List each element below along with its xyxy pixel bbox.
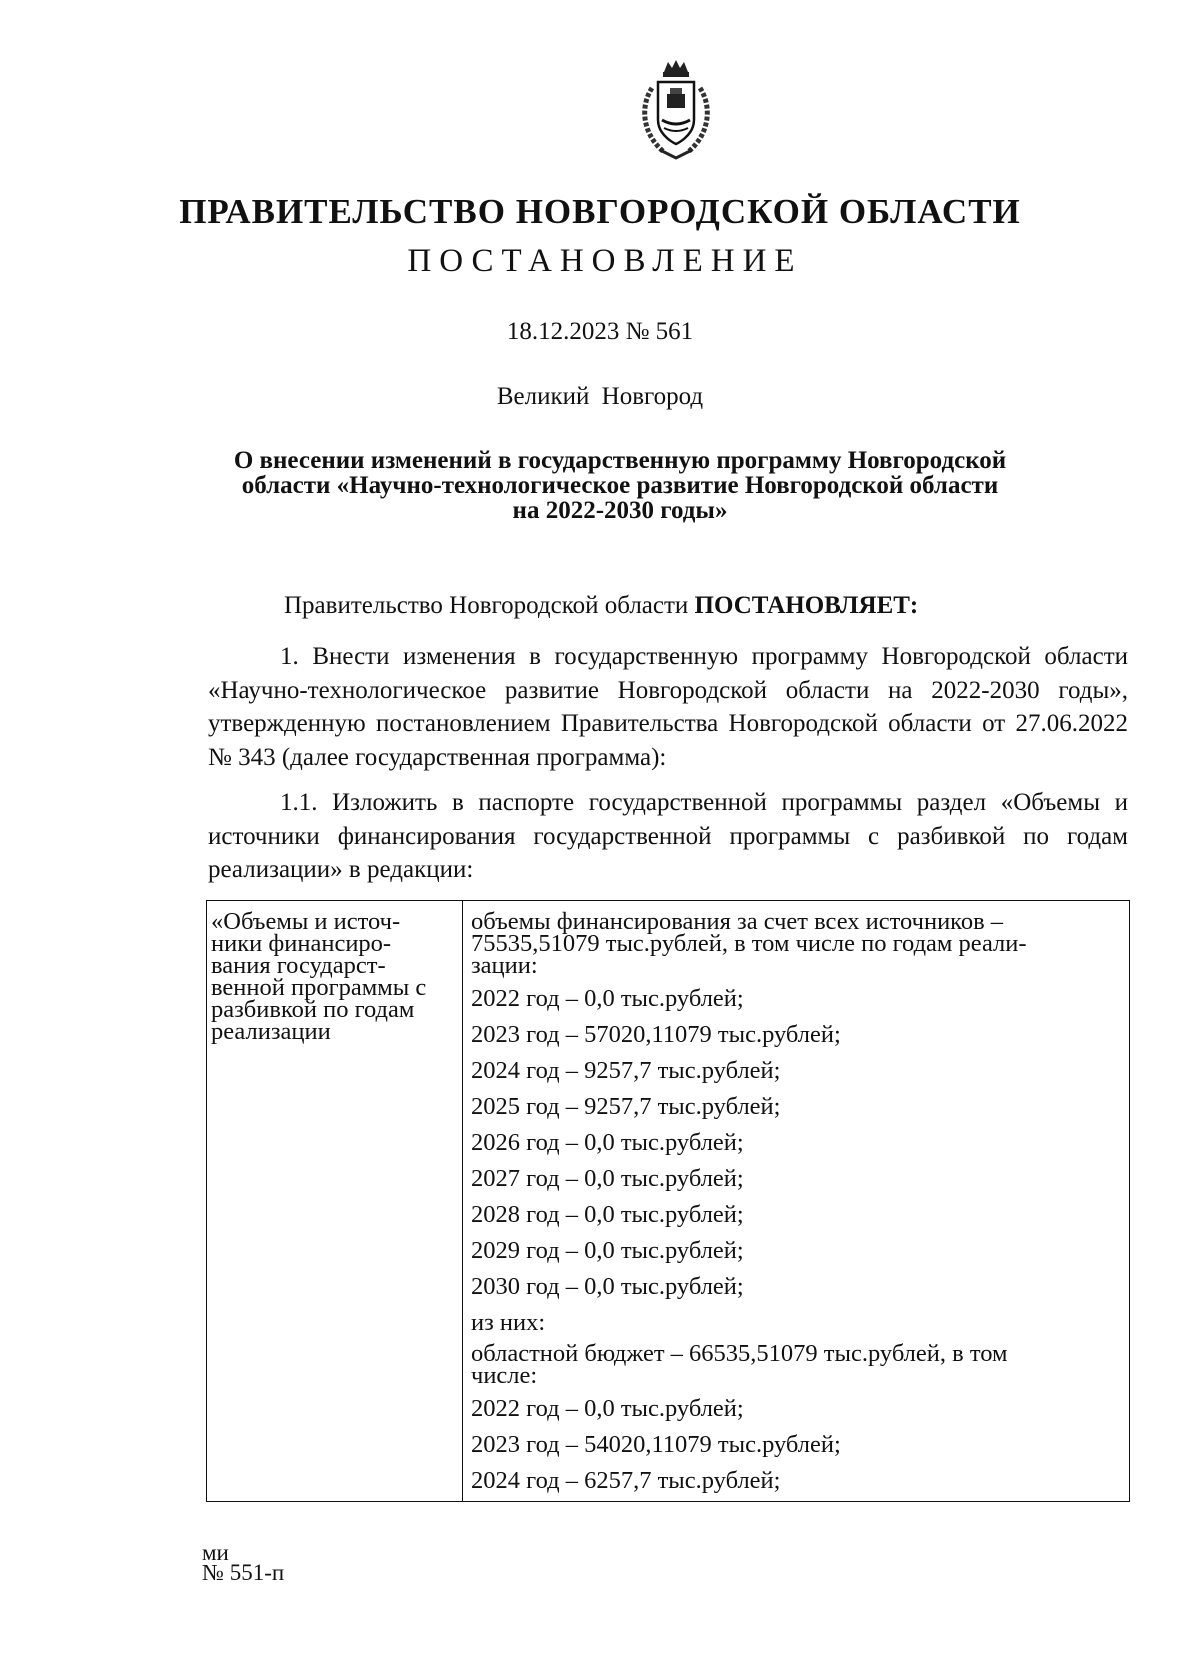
intro-paragraph xyxy=(208,589,1128,623)
document-type: ПОСТАНОВЛЕНИЕ xyxy=(407,243,803,279)
table-row xyxy=(207,901,1130,1502)
footer-initials: ми xyxy=(202,1540,229,1565)
total-line: 75535,51079 тыс.рублей, в том числе по годам реали- xyxy=(471,930,1027,957)
intro-resolution-word: ПОСТАНОВЛЯЕТ: xyxy=(694,592,919,619)
intro-text: Правительство Новгородской области xyxy=(284,592,695,619)
label-line: «Объемы и источ- xyxy=(211,908,401,935)
total-year-item: 2029 год – 0,0 тыс.рублей; xyxy=(471,1237,744,1264)
label-line: реализации xyxy=(211,1018,331,1045)
total-financing-text xyxy=(471,909,1123,981)
regional-year-item: 2023 год – 54020,11079 тыс.рублей; xyxy=(471,1431,841,1458)
table-label-cell xyxy=(207,901,463,1502)
footer-code xyxy=(202,1540,285,1585)
total-year-item: 2028 год – 0,0 тыс.рублей; xyxy=(471,1201,744,1228)
document-subject xyxy=(200,448,1040,523)
total-year-item: 2027 год – 0,0 тыс.рублей; xyxy=(471,1165,744,1192)
paragraph-1-1: 1.1. Изложить в паспорте государственной программы раздел «Объемы и источники финансирования государственной программы с разбивкой по годам реализации» в редакции: xyxy=(208,789,1128,883)
regional-budget-text xyxy=(471,1341,1123,1391)
regional-year-item: 2022 год – 0,0 тыс.рублей; xyxy=(471,1395,744,1422)
subject-line: на 2022-2030 годы» xyxy=(512,497,728,524)
regional-line: числе: xyxy=(471,1362,538,1389)
total-year-item: 2024 год – 9257,7 тыс.рублей; xyxy=(471,1057,781,1084)
label-line: вания государст- xyxy=(211,952,386,979)
subject-line: области «Научно-технологическое развитие Новгородской области xyxy=(241,472,999,499)
regional-line: областной бюджет – 66535,51079 тыс.рублей, в том xyxy=(471,1340,1008,1367)
table-label-text xyxy=(207,901,462,1043)
total-year-item: 2026 год – 0,0 тыс.рублей; xyxy=(471,1129,744,1156)
paragraph-1: 1. Внести изменения в государственную программу Новгородской области «Научно-технологическое развитие Новгородской области на 2022-2030 годы», утвержденную постановлением Правительства Новгородской области от 27.06.2022 № 343 (далее государственная программа): xyxy=(208,643,1128,771)
label-line: венной программы с xyxy=(211,974,427,1001)
of-them-label: из них: xyxy=(471,1309,546,1336)
document-city: Великий Новгород xyxy=(496,383,704,410)
table-value-cell xyxy=(463,901,1130,1502)
total-year-item: 2022 год – 0,0 тыс.рублей; xyxy=(471,985,744,1012)
coat-of-arms-icon xyxy=(634,58,718,162)
regional-year-item: 2024 год – 6257,7 тыс.рублей; xyxy=(471,1467,781,1494)
total-year-item: 2023 год – 57020,11079 тыс.рублей; xyxy=(471,1021,841,1048)
financing-table xyxy=(206,900,1130,1502)
document-date-number: 18.12.2023 № 561 xyxy=(506,318,694,345)
total-line: зации: xyxy=(471,952,538,979)
value-list xyxy=(463,901,1129,1501)
organization-title: ПРАВИТЕЛЬСТВО НОВГОРОДСКОЙ ОБЛАСТИ xyxy=(179,192,1021,231)
coat-of-arms-graphic xyxy=(634,58,718,162)
subject-line: О внесении изменений в государственную программу Новгородской xyxy=(233,447,1007,474)
total-line: объемы финансирования за счет всех источников – xyxy=(471,908,1004,935)
total-year-item: 2025 год – 9257,7 тыс.рублей; xyxy=(471,1093,781,1120)
label-line: разбивкой по годам xyxy=(211,996,415,1023)
label-line: ники финансиро- xyxy=(211,930,392,957)
footer-number: № 551-п xyxy=(202,1560,285,1585)
total-year-item: 2030 год – 0,0 тыс.рублей; xyxy=(471,1273,744,1300)
